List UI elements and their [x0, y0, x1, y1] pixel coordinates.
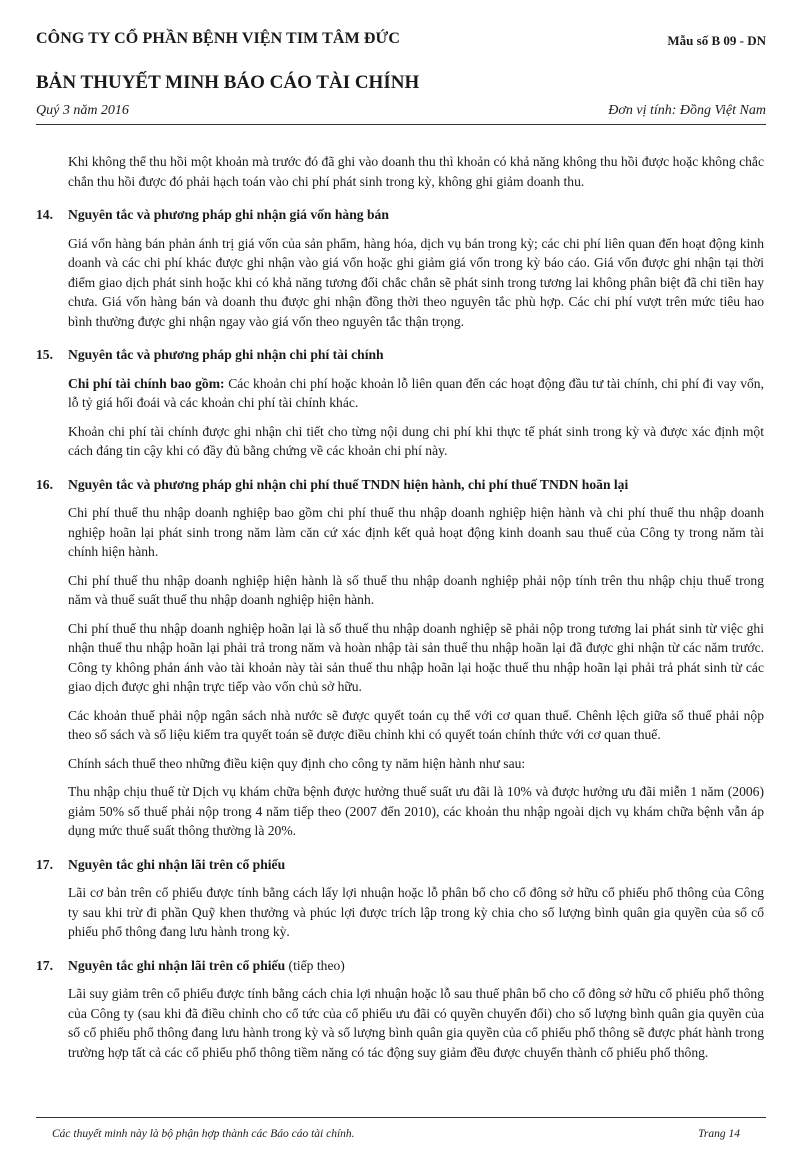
section-number: 14.	[36, 207, 53, 222]
company-name: CÔNG TY CỔ PHẦN BỆNH VIỆN TIM TÂM ĐỨC	[36, 30, 401, 47]
paragraph-lead: Chi phí tài chính bao gồm:	[68, 375, 225, 391]
page-number: Trang 14	[698, 1128, 740, 1140]
section-17-continued-heading	[36, 956, 764, 976]
section-17-paragraph: Lãi cơ bản trên cổ phiếu được tính bằng cách lấy lợi nhuận hoặc lỗ phân bổ cho cổ đông sở hữu cổ phiếu phổ thông của Công ty sau khi trừ đi phần Quỹ khen thưởng và phúc lợi được trích lập trong kỳ chia cho số lượng bình quân gia quyền của số cổ phiếu phổ thông đang lưu hành trong kỳ.	[68, 885, 764, 939]
document-title: BẢN THUYẾT MINH BÁO CÁO TÀI CHÍNH	[36, 72, 420, 93]
section-14-heading	[36, 205, 764, 225]
footer-divider	[36, 1117, 766, 1118]
section-15-paragraph-2: Khoản chi phí tài chính được ghi nhận chi tiết cho từng nội dung chi phí khi thực tế phát sinh trong kỳ và được xác định một cách đáng tin cậy khi có đầy đủ bằng chứng về các khoản chi phí này.	[68, 423, 764, 458]
section-number: 15.	[36, 347, 53, 362]
section-16-heading	[36, 475, 764, 495]
section-15-paragraph-1	[68, 374, 764, 413]
section-16-paragraph-4: Các khoản thuế phải nộp ngân sách nhà nước sẽ được quyết toán cụ thể với cơ quan thuế. Chênh lệch giữa số thuế phải nộp theo sổ sách và số liệu kiểm tra quyết toán sẽ được điều chỉnh khi có quyết toán chính thức với cơ quan thuế.	[68, 707, 764, 742]
section-title: Nguyên tắc và phương pháp ghi nhận giá vốn hàng bán	[68, 207, 389, 222]
document-body	[36, 152, 764, 1071]
section-number: 17.	[36, 957, 53, 973]
section-15-heading	[36, 345, 764, 365]
header-divider	[36, 124, 766, 125]
section-14-paragraph: Giá vốn hàng bán phản ánh trị giá vốn của sản phẩm, hàng hóa, dịch vụ bán trong kỳ; các chi phí liên quan đến hoạt động kinh doanh và các chi phí khác được ghi nhận vào giá vốn hoặc ghi giảm giá vốn trong kỳ báo cáo. Giá vốn được ghi nhận tại thời điểm giao dịch phát sinh hoặc khi có khả năng tương đối chắc chắn sẽ phát sinh trong tương lai không phân biệt đã chi tiền hay chưa. Giá vốn hàng bán và doanh thu được ghi nhận đồng thời theo nguyên tắc phù hợp. Các chi phí vượt trên mức tiêu hao bình thường được ghi nhận ngay vào giá vốn theo nguyên tắc thận trọng.	[68, 235, 764, 329]
section-number: 16.	[36, 476, 53, 492]
section-16-paragraph-2: Chi phí thuế thu nhập doanh nghiệp hiện hành là số thuế thu nhập doanh nghiệp phải nộp tính trên thu nhập chịu thuế trong năm và thuế suất thuế thu nhập doanh nghiệp hiện hành.	[68, 572, 764, 607]
paragraph-text: Các khoản chi phí hoặc khoản lỗ liên quan đến các hoạt động đầu tư tài chính, chi phí đi vay vốn, lỗ tỷ giá hối đoái và các khoản chi phí tài chính khác.	[68, 375, 765, 410]
section-17-continued-paragraph: Lãi suy giảm trên cổ phiếu được tính bằng cách chia lợi nhuận hoặc lỗ sau thuế phân bổ cho cổ đông sở hữu cổ phiếu phổ thông của Công ty (sau khi đã điều chỉnh cho cổ tức của cổ phiếu ưu đãi có quyền chuyển đổi) cho số lượng bình quân gia quyền của số cổ phiếu phổ thông đang lưu hành trong kỳ và số lượng bình quân gia quyền của cổ phiếu phổ thông sẽ được phát hành trong trường hợp tất cả các cổ phiếu phổ thông tiềm năng có tác động suy giảm đều được chuyển thành cổ phiếu phổ thông.	[68, 986, 764, 1060]
section-title: Nguyên tắc ghi nhận lãi trên cổ phiếu	[68, 856, 286, 872]
section-16-paragraph-3: Chi phí thuế thu nhập doanh nghiệp hoãn lại là số thuế thu nhập doanh nghiệp sẽ phải nộp trong tương lai phát sinh từ việc ghi nhận thuế thu nhập hoãn lại phải trả trong năm và hoàn nhập tài sản thuế thu nhập hoãn lại đã được ghi nhận từ các năm trước. Công ty không phản ánh vào tài khoản này tài sản thuế thu nhập hoãn lại hoặc thuế thu nhập hoãn lại phải trả phát sinh từ các giao dịch được ghi nhận trực tiếp vào vốn chủ sở hữu.	[68, 620, 764, 694]
section-title: Nguyên tắc và phương pháp ghi nhận chi phí thuế TNDN hiện hành, chi phí thuế TNDN hoãn lại	[68, 476, 629, 492]
form-number: Mẫu số B 09 - DN	[667, 33, 766, 48]
footer-note: Các thuyết minh này là bộ phận hợp thành các Báo cáo tài chính.	[52, 1128, 355, 1140]
section-title: Nguyên tắc ghi nhận lãi trên cổ phiếu	[68, 957, 286, 973]
intro-paragraph: Khi không thể thu hồi một khoản mà trước đó đã ghi vào doanh thu thì khoản có khả năng không thu hồi được hoặc không chắc chắn thu hồi được đó phải hạch toán vào chi phí phát sinh trong kỳ, không ghi giảm doanh thu.	[68, 154, 764, 189]
currency-unit: Đơn vị tính: Đồng Việt Nam	[608, 103, 766, 118]
continued-label: (tiếp theo)	[285, 957, 345, 973]
report-period: Quý 3 năm 2016	[36, 103, 129, 118]
section-16-paragraph-1: Chi phí thuế thu nhập doanh nghiệp bao gồm chi phí thuế thu nhập doanh nghiệp hiện hành và chi phí thuế thu nhập doanh nghiệp hoãn lại phát sinh trong năm làm căn cứ xác định kết quả hoạt động kinh doanh sau thuế của Công ty trong năm tài chính hiện hành.	[68, 505, 764, 559]
section-number: 17.	[36, 856, 53, 872]
section-16-paragraph-5: Chính sách thuế theo những điều kiện quy định cho công ty năm hiện hành như sau:	[68, 755, 526, 771]
section-title: Nguyên tắc và phương pháp ghi nhận chi phí tài chính	[68, 347, 384, 362]
section-16-paragraph-6: Thu nhập chịu thuế từ Dịch vụ khám chữa bệnh được hưởng thuế suất ưu đãi là 10% và được hưởng ưu đãi miễn 1 năm (2006) giảm 50% số thuế phải nộp trong 4 năm tiếp theo (2007 đến 2010), các khoản thu nhập ngoài dịch vụ khám chữa bệnh vẫn áp dụng mức thuế suất thông thường là 20%.	[68, 784, 764, 838]
section-17-heading	[36, 855, 764, 875]
